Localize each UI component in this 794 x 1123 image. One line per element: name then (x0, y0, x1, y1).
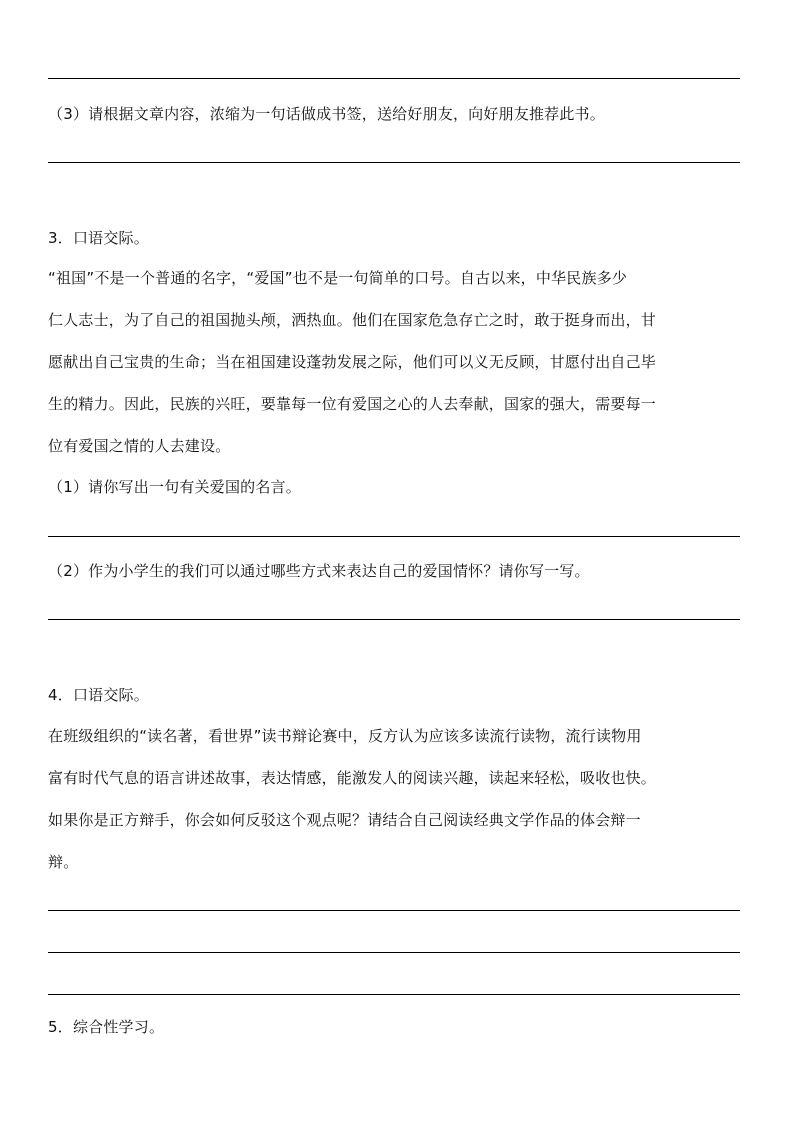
question-4-title: 4．口语交际。 (48, 686, 149, 704)
passage-line: 在班级组织的“读名著，看世界”读书辩论赛中，反方认为应该多读流行读物，流行读物用 (48, 727, 642, 745)
answer-line[interactable] (48, 994, 740, 995)
answer-line[interactable] (48, 162, 740, 163)
passage-line: 仁人志士，为了自己的祖国抛头颅，洒热血。他们在国家危急存亡之时，敢于挺身而出，甘 (48, 311, 657, 329)
answer-line[interactable] (48, 910, 740, 911)
question-5-title: 5．综合性学习。 (48, 1018, 165, 1036)
passage-line: 愿献出自己宝贵的生命；当在祖国建设蓬勃发展之际，他们可以义无反顾，甘愿付出自己毕 (48, 353, 657, 371)
passage-line: 生的精力。因此，民族的兴旺，要靠每一位有爱国之心的人去奉献，国家的强大，需要每一 (48, 395, 657, 413)
question-3-title: 3．口语交际。 (48, 229, 149, 247)
sub-question-1: （1）请你写出一句有关爱国的名言。 (48, 478, 301, 496)
question-3-passage (48, 268, 740, 478)
passage-line: 辩。 (48, 853, 79, 871)
sub-question-3: （3）请根据文章内容，浓缩为一句话做成书签，送给好朋友，向好朋友推荐此书。 (48, 105, 605, 123)
answer-line[interactable] (48, 619, 740, 620)
question-4-passage (48, 726, 740, 894)
passage-line: 如果你是正方辩手，你会如何反驳这个观点呢？请结合自己阅读经典文学作品的体会辩一 (48, 811, 641, 829)
answer-line[interactable] (48, 952, 740, 953)
passage-line: 富有时代气息的语言讲述故事，表达情感，能激发人的阅读兴趣，读起来轻松，吸收也快。 (48, 769, 657, 787)
answer-line[interactable] (48, 78, 740, 79)
sub-question-2: （2）作为小学生的我们可以通过哪些方式来表达自己的爱国情怀？请你写一写。 (48, 562, 590, 580)
passage-line: “祖国”不是一个普通的名字，“爱国”也不是一句简单的口号。自古以来，中华民族多少 (48, 269, 628, 287)
passage-line: 位有爱国之情的人去建设。 (48, 437, 231, 455)
answer-line[interactable] (48, 536, 740, 537)
